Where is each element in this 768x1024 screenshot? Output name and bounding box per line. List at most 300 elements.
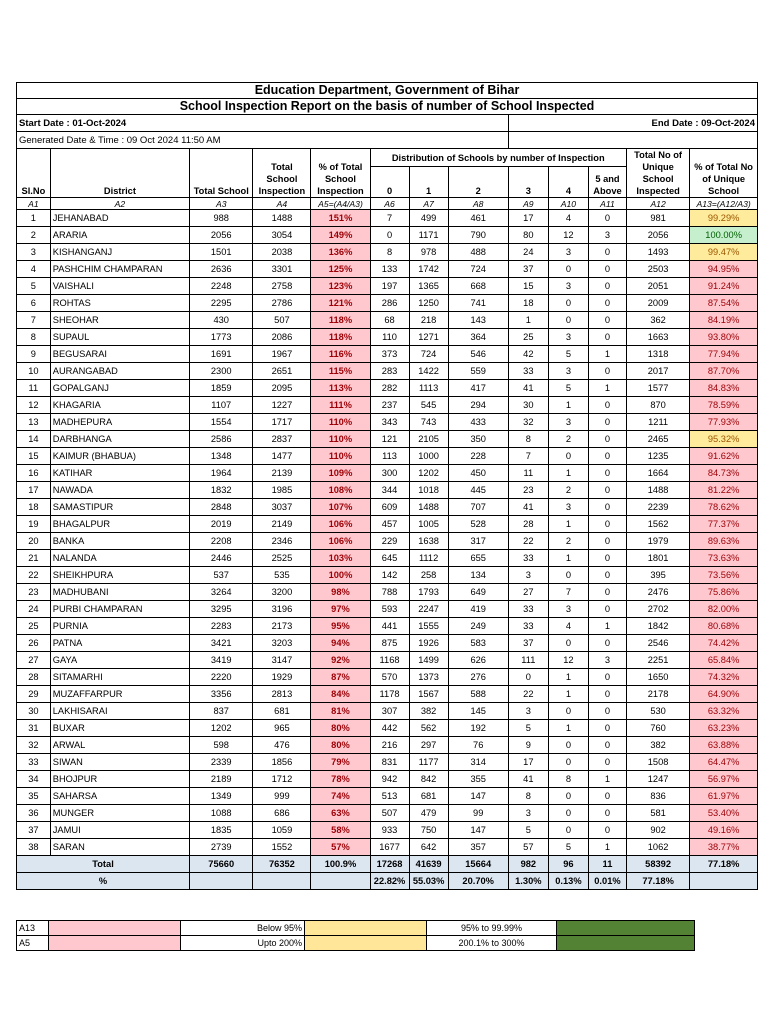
percent-row [17, 873, 758, 890]
count-0-cell: 441 [370, 618, 409, 635]
pct-inspection-cell: 80% [311, 720, 370, 737]
count-0-cell: 282 [370, 380, 409, 397]
count-2-cell: 249 [448, 618, 508, 635]
count-3-cell: 17 [508, 210, 548, 227]
count-1-cell: 1567 [409, 686, 448, 703]
total-school-cell: 3419 [190, 652, 253, 669]
count-3-cell: 33 [508, 601, 548, 618]
count-4-cell: 0 [548, 822, 588, 839]
sl-no-cell: 26 [17, 635, 51, 652]
sl-no-cell: 10 [17, 363, 51, 380]
count-2-cell: 314 [448, 754, 508, 771]
table-row [17, 397, 758, 414]
pct-inspection-cell: 87% [311, 669, 370, 686]
total-inspection-cell: 3037 [253, 499, 311, 516]
count-4-cell: 3 [548, 499, 588, 516]
column-code: A5=(A4/A3) [311, 198, 370, 210]
count-1-cell: 1742 [409, 261, 448, 278]
unique-inspected-cell: 2503 [626, 261, 689, 278]
total-school-cell: 2739 [190, 839, 253, 856]
table-row [17, 465, 758, 482]
count-0-cell: 942 [370, 771, 409, 788]
count-3-cell: 42 [508, 346, 548, 363]
pct-inspection-cell: 108% [311, 482, 370, 499]
sl-no-cell: 15 [17, 448, 51, 465]
legend-range-low: Below 95% [181, 921, 305, 936]
unique-inspected-cell: 1979 [626, 533, 689, 550]
pct-unique-cell: 77.94% [690, 346, 758, 363]
pct-inspection-cell: 63% [311, 805, 370, 822]
header-slno: Sl.No [17, 149, 51, 198]
count-2-cell: 317 [448, 533, 508, 550]
count-3-cell: 22 [508, 533, 548, 550]
total-inspection-cell: 507 [253, 312, 311, 329]
total-school-cell: 2339 [190, 754, 253, 771]
count-3-cell: 22 [508, 686, 548, 703]
column-code: A6 [370, 198, 409, 210]
table-row [17, 567, 758, 584]
total-inspection-cell: 2758 [253, 278, 311, 295]
table-row [17, 210, 758, 227]
percent-c5: 0.01% [588, 873, 626, 890]
count-4-cell: 0 [548, 312, 588, 329]
total-school-cell: 2189 [190, 771, 253, 788]
count-4-cell: 1 [548, 720, 588, 737]
legend-range-mid: 95% to 99.99% [427, 921, 557, 936]
total-inspection-cell: 3200 [253, 584, 311, 601]
table-row [17, 754, 758, 771]
pct-inspection-cell: 123% [311, 278, 370, 295]
pct-unique-cell: 95.32% [690, 431, 758, 448]
total-inspection-cell: 2038 [253, 244, 311, 261]
unique-inspected-cell: 1842 [626, 618, 689, 635]
count-3-cell: 7 [508, 448, 548, 465]
header-pct-inspection: % of Total School Inspection [311, 149, 370, 198]
total-c4: 96 [548, 856, 588, 873]
count-1-cell: 1373 [409, 669, 448, 686]
sl-no-cell: 36 [17, 805, 51, 822]
unique-inspected-cell: 382 [626, 737, 689, 754]
unique-inspected-cell: 902 [626, 822, 689, 839]
count-5-above-cell: 0 [588, 601, 626, 618]
count-0-cell: 307 [370, 703, 409, 720]
table-row [17, 839, 758, 856]
table-row [17, 669, 758, 686]
unique-inspected-cell: 2546 [626, 635, 689, 652]
pct-inspection-cell: 74% [311, 788, 370, 805]
percent-blank [253, 873, 311, 890]
count-3-cell: 3 [508, 805, 548, 822]
district-cell: SITAMARHI [50, 669, 189, 686]
count-0-cell: 513 [370, 788, 409, 805]
sl-no-cell: 35 [17, 788, 51, 805]
district-cell: SHEIKHPURA [50, 567, 189, 584]
count-5-above-cell: 0 [588, 533, 626, 550]
count-5-above-cell: 0 [588, 822, 626, 839]
count-1-cell: 1112 [409, 550, 448, 567]
pct-unique-cell: 61.97% [690, 788, 758, 805]
count-5-above-cell: 0 [588, 312, 626, 329]
pct-inspection-cell: 94% [311, 635, 370, 652]
pct-inspection-cell: 110% [311, 414, 370, 431]
unique-inspected-cell: 2056 [626, 227, 689, 244]
unique-inspected-cell: 1247 [626, 771, 689, 788]
count-3-cell: 111 [508, 652, 548, 669]
header-c4: 4 [548, 167, 588, 198]
count-5-above-cell: 0 [588, 805, 626, 822]
count-4-cell: 1 [548, 397, 588, 414]
table-row [17, 618, 758, 635]
total-inspection-cell: 2086 [253, 329, 311, 346]
legend-swatch-pink [49, 921, 181, 936]
count-3-cell: 18 [508, 295, 548, 312]
pct-inspection-cell: 118% [311, 329, 370, 346]
count-3-cell: 8 [508, 788, 548, 805]
total-inspection-cell: 3196 [253, 601, 311, 618]
count-4-cell: 4 [548, 618, 588, 635]
count-3-cell: 9 [508, 737, 548, 754]
count-3-cell: 15 [508, 278, 548, 295]
sl-no-cell: 32 [17, 737, 51, 754]
pct-unique-cell: 73.56% [690, 567, 758, 584]
sl-no-cell: 6 [17, 295, 51, 312]
unique-inspected-cell: 760 [626, 720, 689, 737]
count-4-cell: 3 [548, 363, 588, 380]
pct-unique-cell: 64.90% [690, 686, 758, 703]
district-cell: KATIHAR [50, 465, 189, 482]
inspection-report-table [16, 82, 758, 890]
count-2-cell: 655 [448, 550, 508, 567]
count-0-cell: 344 [370, 482, 409, 499]
count-4-cell: 0 [548, 261, 588, 278]
sl-no-cell: 25 [17, 618, 51, 635]
unique-inspected-cell: 1663 [626, 329, 689, 346]
pct-inspection-cell: 81% [311, 703, 370, 720]
count-0-cell: 286 [370, 295, 409, 312]
count-1-cell: 1171 [409, 227, 448, 244]
total-school-cell: 1554 [190, 414, 253, 431]
table-row [17, 822, 758, 839]
pct-unique-cell: 87.54% [690, 295, 758, 312]
count-3-cell: 33 [508, 363, 548, 380]
count-4-cell: 12 [548, 227, 588, 244]
count-2-cell: 649 [448, 584, 508, 601]
legend-range-low: Upto 200% [181, 936, 305, 951]
sl-no-cell: 7 [17, 312, 51, 329]
pct-unique-cell: 99.29% [690, 210, 758, 227]
count-5-above-cell: 0 [588, 720, 626, 737]
table-row [17, 703, 758, 720]
pct-unique-cell: 63.88% [690, 737, 758, 754]
table-row [17, 516, 758, 533]
unique-inspected-cell: 1577 [626, 380, 689, 397]
count-5-above-cell: 0 [588, 397, 626, 414]
district-cell: PURBI CHAMPARAN [50, 601, 189, 618]
pct-unique-cell: 91.24% [690, 278, 758, 295]
total-school-cell: 537 [190, 567, 253, 584]
table-row [17, 635, 758, 652]
pct-unique-cell: 94.95% [690, 261, 758, 278]
column-code: A11 [588, 198, 626, 210]
count-4-cell: 1 [548, 516, 588, 533]
district-cell: BEGUSARAI [50, 346, 189, 363]
count-4-cell: 3 [548, 244, 588, 261]
count-3-cell: 41 [508, 499, 548, 516]
count-5-above-cell: 0 [588, 754, 626, 771]
pct-unique-cell: 53.40% [690, 805, 758, 822]
count-3-cell: 28 [508, 516, 548, 533]
total-school-cell: 1835 [190, 822, 253, 839]
total-school-cell: 1859 [190, 380, 253, 397]
legend-swatch-green [557, 936, 695, 951]
count-3-cell: 17 [508, 754, 548, 771]
count-1-cell: 382 [409, 703, 448, 720]
count-0-cell: 121 [370, 431, 409, 448]
unique-inspected-cell: 1801 [626, 550, 689, 567]
count-1-cell: 218 [409, 312, 448, 329]
count-5-above-cell: 1 [588, 618, 626, 635]
sl-no-cell: 3 [17, 244, 51, 261]
sl-no-cell: 33 [17, 754, 51, 771]
count-2-cell: 147 [448, 788, 508, 805]
count-4-cell: 2 [548, 533, 588, 550]
legend-swatch-yellow [305, 936, 427, 951]
percent-c1: 55.03% [409, 873, 448, 890]
pct-inspection-cell: 121% [311, 295, 370, 312]
count-1-cell: 1271 [409, 329, 448, 346]
district-cell: NAWADA [50, 482, 189, 499]
count-4-cell: 1 [548, 550, 588, 567]
unique-inspected-cell: 2051 [626, 278, 689, 295]
pct-inspection-cell: 84% [311, 686, 370, 703]
pct-inspection-cell: 125% [311, 261, 370, 278]
sl-no-cell: 17 [17, 482, 51, 499]
district-cell: BUXAR [50, 720, 189, 737]
count-2-cell: 433 [448, 414, 508, 431]
count-1-cell: 1488 [409, 499, 448, 516]
legend-code: A13 [17, 921, 49, 936]
count-3-cell: 3 [508, 567, 548, 584]
count-1-cell: 1018 [409, 482, 448, 499]
count-0-cell: 831 [370, 754, 409, 771]
total-c3: 982 [508, 856, 548, 873]
total-inspection-cell: 1856 [253, 754, 311, 771]
total-inspection-cell: 1929 [253, 669, 311, 686]
table-row [17, 805, 758, 822]
count-2-cell: 99 [448, 805, 508, 822]
table-row [17, 312, 758, 329]
count-2-cell: 461 [448, 210, 508, 227]
district-cell: JEHANABAD [50, 210, 189, 227]
count-2-cell: 488 [448, 244, 508, 261]
sl-no-cell: 23 [17, 584, 51, 601]
total-school-cell: 1832 [190, 482, 253, 499]
total-inspection-cell: 2149 [253, 516, 311, 533]
count-5-above-cell: 0 [588, 635, 626, 652]
count-5-above-cell: 1 [588, 771, 626, 788]
table-row [17, 584, 758, 601]
pct-unique-cell: 78.62% [690, 499, 758, 516]
count-2-cell: 294 [448, 397, 508, 414]
count-0-cell: 343 [370, 414, 409, 431]
total-c0: 17268 [370, 856, 409, 873]
total-inspection-cell: 3147 [253, 652, 311, 669]
count-3-cell: 0 [508, 669, 548, 686]
count-5-above-cell: 1 [588, 380, 626, 397]
count-2-cell: 417 [448, 380, 508, 397]
count-1-cell: 499 [409, 210, 448, 227]
total-inspection-cell: 2173 [253, 618, 311, 635]
count-3-cell: 24 [508, 244, 548, 261]
unique-inspected-cell: 836 [626, 788, 689, 805]
total-school-cell: 1107 [190, 397, 253, 414]
pct-unique-cell: 89.63% [690, 533, 758, 550]
count-0-cell: 507 [370, 805, 409, 822]
table-row [17, 363, 758, 380]
count-1-cell: 1638 [409, 533, 448, 550]
pct-unique-cell: 38.77% [690, 839, 758, 856]
count-5-above-cell: 0 [588, 465, 626, 482]
total-c2: 15664 [448, 856, 508, 873]
unique-inspected-cell: 362 [626, 312, 689, 329]
table-row [17, 482, 758, 499]
column-code: A2 [50, 198, 189, 210]
total-inspection-cell: 1488 [253, 210, 311, 227]
district-cell: SHEOHAR [50, 312, 189, 329]
total-school-cell: 2056 [190, 227, 253, 244]
count-1-cell: 545 [409, 397, 448, 414]
count-5-above-cell: 3 [588, 652, 626, 669]
total-c5: 11 [588, 856, 626, 873]
column-code: A4 [253, 198, 311, 210]
header-district: District [50, 149, 189, 198]
count-0-cell: 229 [370, 533, 409, 550]
pct-inspection-cell: 79% [311, 754, 370, 771]
count-1-cell: 743 [409, 414, 448, 431]
total-inspection-cell: 2837 [253, 431, 311, 448]
column-code: A12 [626, 198, 689, 210]
district-cell: MUNGER [50, 805, 189, 822]
district-cell: VAISHALI [50, 278, 189, 295]
count-2-cell: 559 [448, 363, 508, 380]
total-school-cell: 2848 [190, 499, 253, 516]
sl-no-cell: 30 [17, 703, 51, 720]
count-0-cell: 283 [370, 363, 409, 380]
count-4-cell: 0 [548, 567, 588, 584]
district-cell: GOPALGANJ [50, 380, 189, 397]
total-school-cell: 2208 [190, 533, 253, 550]
total-school-cell: 1349 [190, 788, 253, 805]
unique-inspected-cell: 1318 [626, 346, 689, 363]
pct-unique-cell: 56.97% [690, 771, 758, 788]
count-4-cell: 5 [548, 380, 588, 397]
count-2-cell: 419 [448, 601, 508, 618]
count-0-cell: 1178 [370, 686, 409, 703]
legend-swatch-yellow [305, 921, 427, 936]
header-total-school: Total School [190, 149, 253, 198]
table-row [17, 499, 758, 516]
total-inspection-cell: 1552 [253, 839, 311, 856]
count-3-cell: 11 [508, 465, 548, 482]
count-3-cell: 25 [508, 329, 548, 346]
total-school-cell: 2283 [190, 618, 253, 635]
count-5-above-cell: 0 [588, 448, 626, 465]
sl-no-cell: 34 [17, 771, 51, 788]
pct-unique-cell: 49.16% [690, 822, 758, 839]
count-3-cell: 33 [508, 618, 548, 635]
count-0-cell: 68 [370, 312, 409, 329]
total-inspection-cell: 1227 [253, 397, 311, 414]
table-row [17, 295, 758, 312]
count-5-above-cell: 0 [588, 431, 626, 448]
legend-code: A5 [17, 936, 49, 951]
count-1-cell: 724 [409, 346, 448, 363]
unique-inspected-cell: 2476 [626, 584, 689, 601]
count-4-cell: 3 [548, 278, 588, 295]
count-0-cell: 113 [370, 448, 409, 465]
unique-inspected-cell: 1488 [626, 482, 689, 499]
sl-no-cell: 31 [17, 720, 51, 737]
sl-no-cell: 16 [17, 465, 51, 482]
total-pct-unique: 77.18% [690, 856, 758, 873]
count-3-cell: 37 [508, 635, 548, 652]
sl-no-cell: 28 [17, 669, 51, 686]
district-cell: SARAN [50, 839, 189, 856]
count-2-cell: 355 [448, 771, 508, 788]
total-school-cell: 2220 [190, 669, 253, 686]
table-row [17, 686, 758, 703]
district-cell: MUZAFFARPUR [50, 686, 189, 703]
table-row [17, 431, 758, 448]
table-row [17, 227, 758, 244]
count-2-cell: 192 [448, 720, 508, 737]
total-inspection-cell: 2525 [253, 550, 311, 567]
count-2-cell: 707 [448, 499, 508, 516]
column-code: A13=(A12/A3) [690, 198, 758, 210]
district-cell: SAHARSA [50, 788, 189, 805]
total-school-cell: 3264 [190, 584, 253, 601]
district-cell: KHAGARIA [50, 397, 189, 414]
count-2-cell: 147 [448, 822, 508, 839]
district-cell: PURNIA [50, 618, 189, 635]
count-1-cell: 750 [409, 822, 448, 839]
count-3-cell: 32 [508, 414, 548, 431]
count-4-cell: 0 [548, 737, 588, 754]
percent-blank [190, 873, 253, 890]
total-inspection-cell: 2139 [253, 465, 311, 482]
count-5-above-cell: 3 [588, 227, 626, 244]
column-code: A9 [508, 198, 548, 210]
count-0-cell: 300 [370, 465, 409, 482]
pct-unique-cell: 84.73% [690, 465, 758, 482]
count-0-cell: 593 [370, 601, 409, 618]
count-5-above-cell: 0 [588, 584, 626, 601]
legend-table [16, 920, 695, 951]
generated-datetime: Generated Date & Time : 09 Oct 2024 11:50 AM [17, 132, 509, 149]
pct-inspection-cell: 100% [311, 567, 370, 584]
pct-unique-cell: 87.70% [690, 363, 758, 380]
pct-unique-cell: 63.23% [690, 720, 758, 737]
count-0-cell: 7 [370, 210, 409, 227]
unique-inspected-cell: 2239 [626, 499, 689, 516]
unique-inspected-cell: 1508 [626, 754, 689, 771]
count-3-cell: 1 [508, 312, 548, 329]
count-4-cell: 0 [548, 448, 588, 465]
header-c0: 0 [370, 167, 409, 198]
count-2-cell: 626 [448, 652, 508, 669]
pct-unique-cell: 65.84% [690, 652, 758, 669]
unique-inspected-cell: 581 [626, 805, 689, 822]
